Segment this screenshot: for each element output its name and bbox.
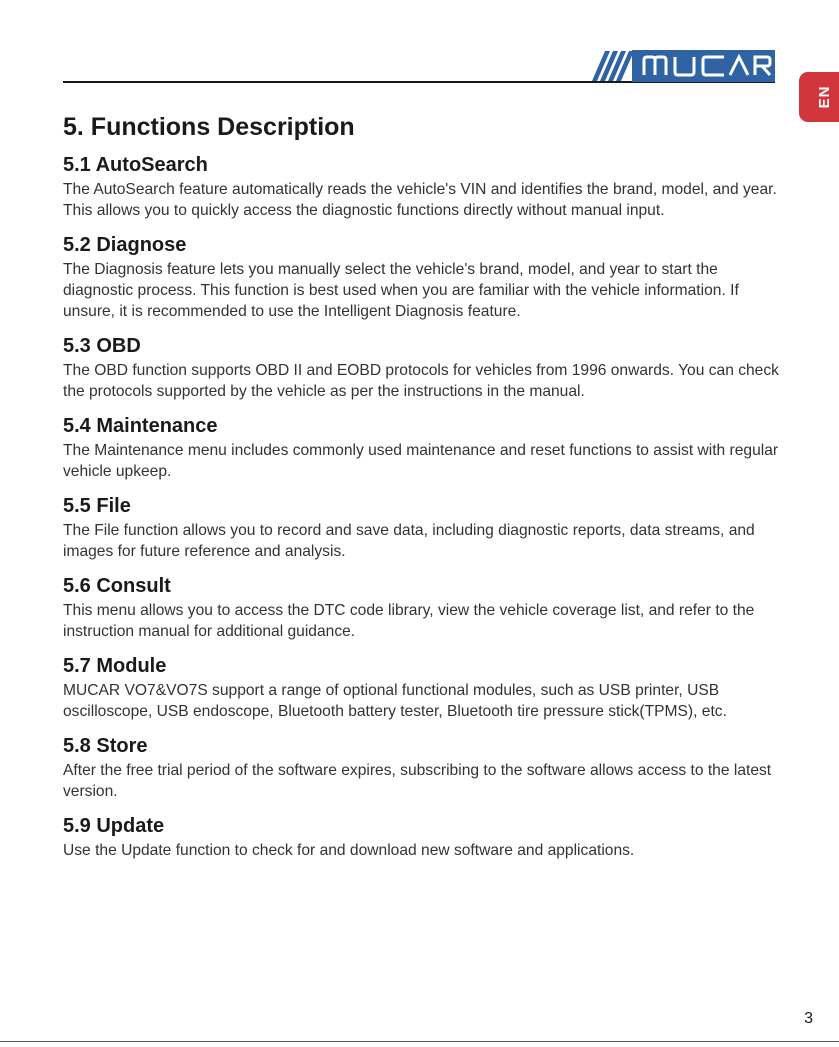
section-body: The Maintenance menu includes commonly used maintenance and reset functions to assist with regular vehicle upkeep. xyxy=(63,442,779,480)
section-store xyxy=(63,733,779,802)
section-heading: 5.2 Diagnose xyxy=(63,234,187,256)
section-heading: 5.5 File xyxy=(63,495,131,517)
section-heading: 5.9 Update xyxy=(63,815,165,837)
page-content xyxy=(63,111,779,872)
section-body: Use the Update function to check for and download new software and applications. xyxy=(63,842,635,859)
section-diagnose xyxy=(63,232,779,322)
language-tab-label: EN xyxy=(815,85,833,109)
section-body: This menu allows you to access the DTC code library, view the vehicle coverage list, and refer to the instruction manual for additional guidance. xyxy=(63,602,755,640)
section-body: The Diagnosis feature lets you manually select the vehicle's brand, model, and year to start the diagnostic process. This function is best used when you are familiar with the vehicle information. If unsure, it is recommended to use the Intelligent Diagnosis feature. xyxy=(63,261,739,320)
section-heading: 5.3 OBD xyxy=(63,335,141,357)
section-file xyxy=(63,493,779,562)
section-autosearch xyxy=(63,152,779,221)
section-maintenance xyxy=(63,413,779,482)
section-heading: 5.8 Store xyxy=(63,735,148,757)
section-update xyxy=(63,813,779,861)
page-number: 3 xyxy=(804,1010,813,1027)
section-body: MUCAR VO7&VO7S support a range of optional functional modules, such as USB printer, USB oscilloscope, USB endoscope, Bluetooth battery tester, Bluetooth tire pressure stick(TPMS), etc. xyxy=(63,682,727,720)
section-consult xyxy=(63,573,779,642)
section-body: The File function allows you to record and save data, including diagnostic reports, data streams, and images for future reference and analysis. xyxy=(63,522,755,560)
page-title: 5. Functions Description xyxy=(63,113,355,141)
section-heading: 5.6 Consult xyxy=(63,575,171,597)
language-tab xyxy=(799,72,839,122)
mucar-logo-icon xyxy=(592,50,775,82)
section-heading: 5.4 Maintenance xyxy=(63,415,218,437)
footer-rule xyxy=(0,1041,839,1042)
section-obd xyxy=(63,333,779,402)
section-body: The AutoSearch feature automatically reads the vehicle's VIN and identifies the brand, model, and year. This allows you to quickly access the diagnostic functions directly without manual input. xyxy=(63,181,777,219)
section-module xyxy=(63,653,779,722)
section-body: After the free trial period of the software expires, subscribing to the software allows access to the latest version. xyxy=(63,762,772,800)
section-heading: 5.1 AutoSearch xyxy=(63,154,208,176)
section-body: The OBD function supports OBD II and EOBD protocols for vehicles from 1996 onwards. You can check the protocols supported by the vehicle as per the instructions in the manual. xyxy=(63,362,779,400)
mucar-logo xyxy=(592,50,775,82)
section-heading: 5.7 Module xyxy=(63,655,167,677)
